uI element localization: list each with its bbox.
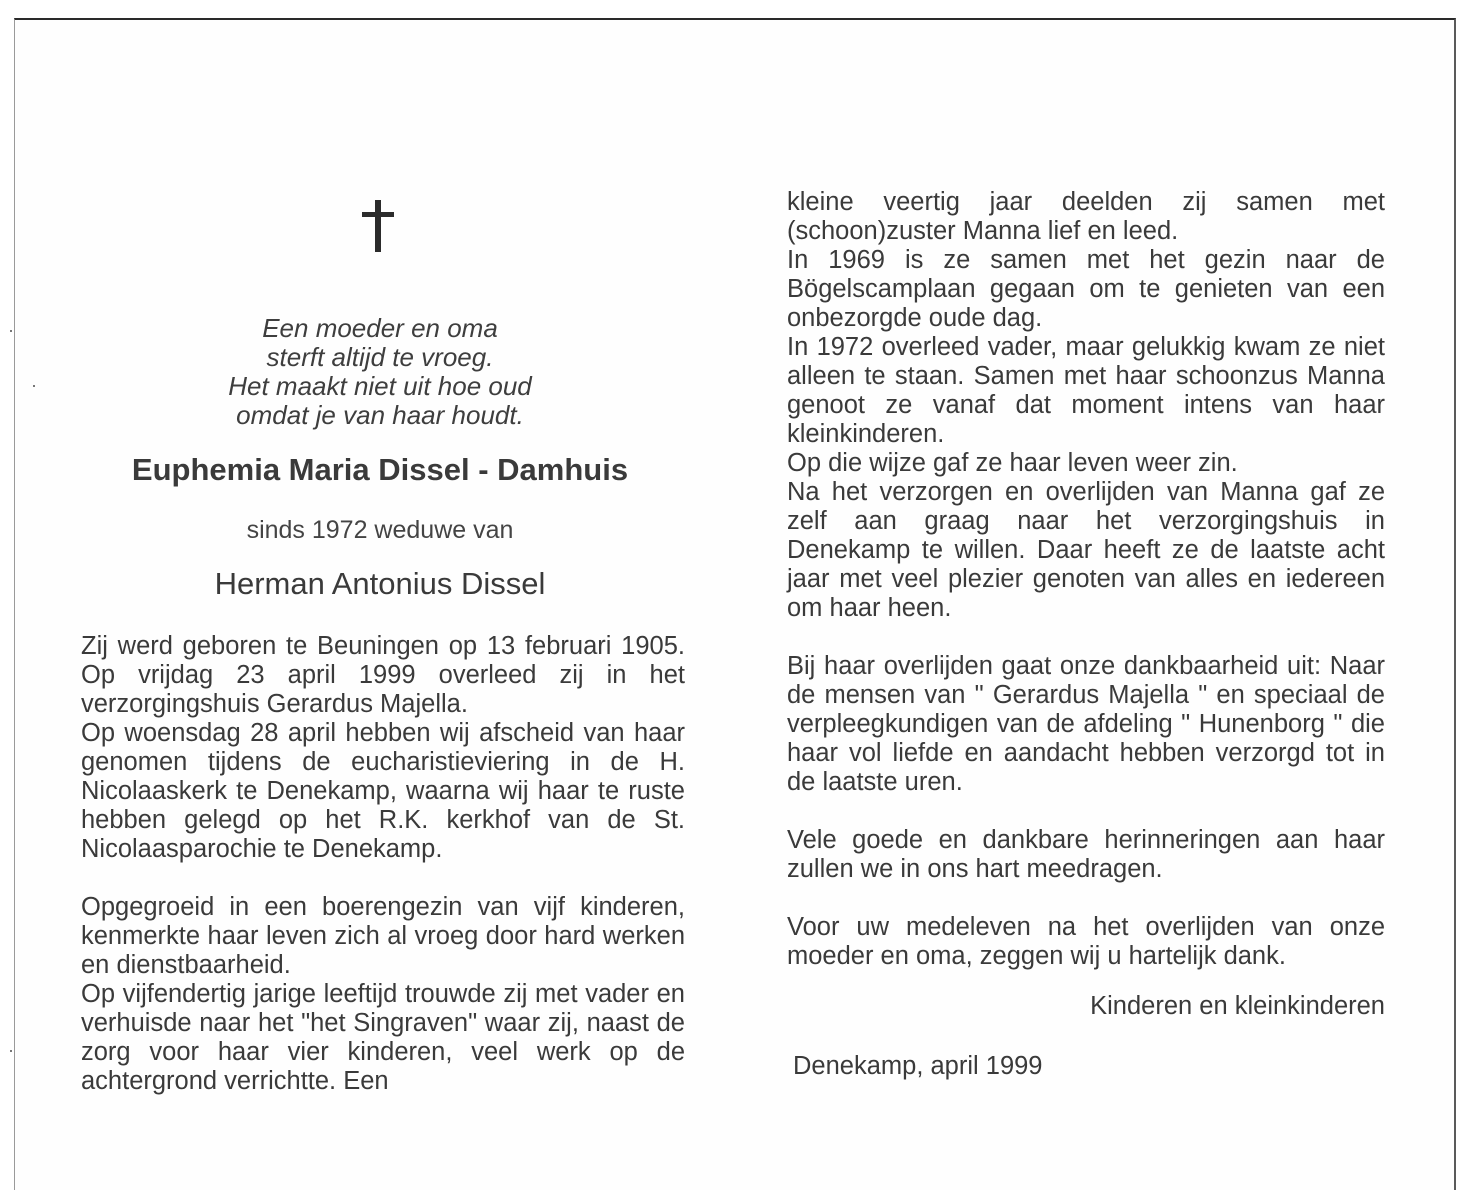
paragraph: Bij haar overlijden gaat onze dankbaarheid uit: Naar de mensen van " Gerardus Majella " en speciaal de verpleegkundigen van de afdeling " Hunenborg " die haar vol liefde en aandacht hebben verzorgd tot in de laatste uren.	[787, 652, 1385, 796]
widow-line: sinds 1972 weduwe van	[246, 516, 514, 544]
husband-name: Herman Antonius Dissel	[214, 566, 546, 601]
poem-line: sterft altijd te vroeg.	[266, 342, 494, 372]
paragraph: Vele goede en dankbare herinneringen aan haar zullen we in ons hart meedragen.	[787, 826, 1385, 883]
scan-speck	[10, 1050, 12, 1052]
place-date: Denekamp, april 1999	[793, 1052, 1043, 1080]
paragraph: Na het verzorgen en overlijden van Manna gaf ze zelf aan graag naar het verzorgingshuis in Denekamp te willen. Daar heeft ze de laatste acht jaar met veel plezier genoten van alles en iedereen om haar heen.	[787, 478, 1385, 622]
poem	[150, 314, 610, 430]
scan-speck	[33, 385, 35, 387]
signature: Kinderen en kleinkinderen	[1090, 992, 1385, 1020]
poem-line: Een moeder en oma	[262, 313, 498, 343]
paragraph: Zij werd geboren te Beuningen op 13 februari 1905. Op vrijdag 23 april 1999 overleed zij in het verzorgingshuis Gerardus Majella.	[81, 632, 685, 718]
paragraph: Op die wijze gaf ze haar leven weer zin.	[787, 449, 1238, 477]
cross-icon	[362, 200, 394, 252]
poem-line: omdat je van haar houdt.	[236, 400, 524, 430]
paragraph: In 1969 is ze samen met het gezin naar de Bögelscamplaan gegaan om te genieten van een onbezorgde oude dag.	[787, 246, 1385, 332]
paragraph: Opgegroeid in een boerengezin van vijf kinderen, kenmerkte haar leven zich al vroeg door hard werken en dienstbaarheid.	[81, 893, 685, 979]
paragraph: Op woensdag 28 april hebben wij afscheid van haar genomen tijdens de eucharistieviering in de H. Nicolaaskerk te Denekamp, waarna wij haar te ruste hebben gelegd op het R.K. kerkhof van de St. Nicolaasparochie te Denekamp.	[81, 719, 685, 863]
deceased-name: Euphemia Maria Dissel - Damhuis	[131, 452, 629, 487]
paragraph: Voor uw medeleven na het overlijden van onze moeder en oma, zeggen wij u hartelijk dank.	[787, 913, 1385, 970]
paragraph: In 1972 overleed vader, maar gelukkig kwam ze niet alleen te staan. Samen met haar schoonzus Manna genoot ze vanaf dat moment intens van haar kleinkinderen.	[787, 333, 1385, 448]
paragraph: kleine veertig jaar deelden zij samen met (schoon)zuster Manna lief en leed.	[787, 188, 1385, 245]
scan-speck	[10, 330, 12, 332]
right-column-text	[787, 188, 1385, 971]
poem-line: Het maakt niet uit hoe oud	[228, 371, 532, 401]
paragraph: Op vijfendertig jarige leeftijd trouwde zij met vader en verhuisde naar het "het Singraven" waar zij, naast de zorg voor haar vier kinderen, veel werk op de achtergrond verrichtte. Een	[81, 980, 685, 1095]
left-column-text	[81, 632, 685, 1096]
